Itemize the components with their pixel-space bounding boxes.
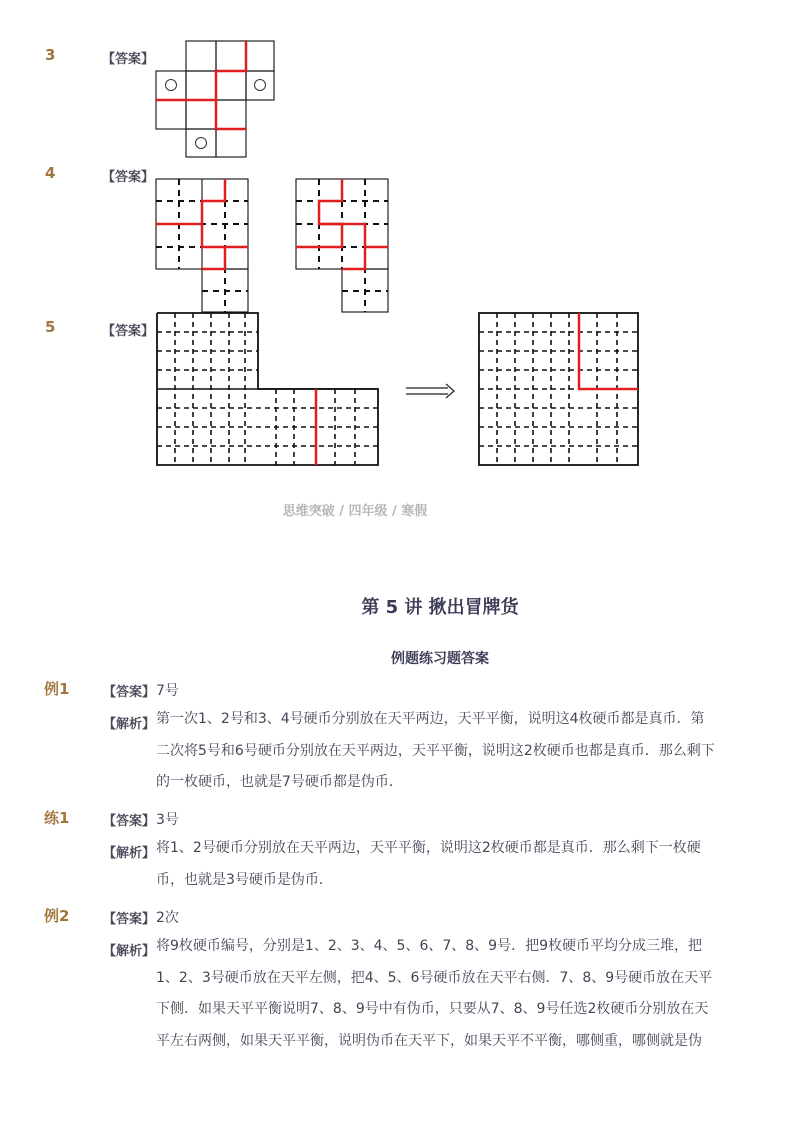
page-footer: 思维突破 / 四年级 / 寒假 xyxy=(282,504,428,519)
problem-4-figures xyxy=(150,172,400,317)
answer-tag: 【答案】 xyxy=(103,685,156,700)
problem-4-number: 4 xyxy=(45,164,56,182)
entry-label: 例1 xyxy=(44,680,70,698)
answer-value: 3号 xyxy=(156,812,179,828)
lecture-subtitle: 例题练习题答案 xyxy=(391,651,489,667)
cut-line xyxy=(216,100,246,129)
problem-3-answer-tag: 【答案】 xyxy=(102,52,155,67)
arrow-icon xyxy=(406,384,454,398)
problem-3-figure xyxy=(150,35,280,161)
lecture-title: 第 5 讲 揪出冒牌货 xyxy=(361,597,519,618)
problem-4-answer-tag: 【答案】 xyxy=(102,170,155,185)
problem-5-left-figure xyxy=(157,313,378,465)
analysis-text: 第一次1、2号和3、4号硬币分别放在天平两边，天平平衡，说明这4枚硬币都是真币．第二次将5号和6号硬币分别放在天平两边，天平平衡，说明这2枚硬币也都是真币．那么剩下的一枚硬币，也就是7号硬币都是伪币． xyxy=(156,711,715,790)
problem-5-answer-tag: 【答案】 xyxy=(102,324,155,339)
problem-5-right-figure xyxy=(479,313,638,465)
analysis-tag: 【解析】 xyxy=(103,944,156,959)
problem-3-number: 3 xyxy=(45,46,56,64)
analysis-text: 将1、2号硬币分别放在天平两边，天平平衡，说明这2枚硬币都是真币．那么剩下一枚硬币，也就是3号硬币是伪币． xyxy=(156,840,701,888)
analysis-text: 将9枚硬币编号，分别是1、2、3、4、5、6、7、8、9号．把9枚硬币平均分成三堆，把1、2、3号硬币放在天平左侧，把4、5、6号硬币放在天平右侧．7、8、9号硬币放在天平下侧．如果天平平衡说明7、8、9号中有伪币，只要从7、8、9号任选2枚硬币分别放在天平左右两侧，如果天平平衡，说明伪币在天平下，如果天平不平衡，哪侧重，哪侧就是伪 xyxy=(156,938,713,1049)
coin-icon xyxy=(166,80,177,91)
entry-label: 练1 xyxy=(44,809,70,827)
coin-icon xyxy=(255,80,266,91)
problem-4-left-figure xyxy=(156,179,248,312)
entry-label: 例2 xyxy=(44,907,70,925)
answer-value: 7号 xyxy=(156,683,179,699)
answer-tag: 【答案】 xyxy=(103,912,156,927)
answer-value: 2次 xyxy=(156,910,179,926)
problem-5-figures xyxy=(150,305,650,475)
answer-tag: 【答案】 xyxy=(103,814,156,829)
problem-5-number: 5 xyxy=(45,318,56,336)
analysis-tag: 【解析】 xyxy=(103,717,156,732)
analysis-tag: 【解析】 xyxy=(103,846,156,861)
problem-4-right-figure xyxy=(296,179,388,312)
coin-icon xyxy=(196,138,207,149)
